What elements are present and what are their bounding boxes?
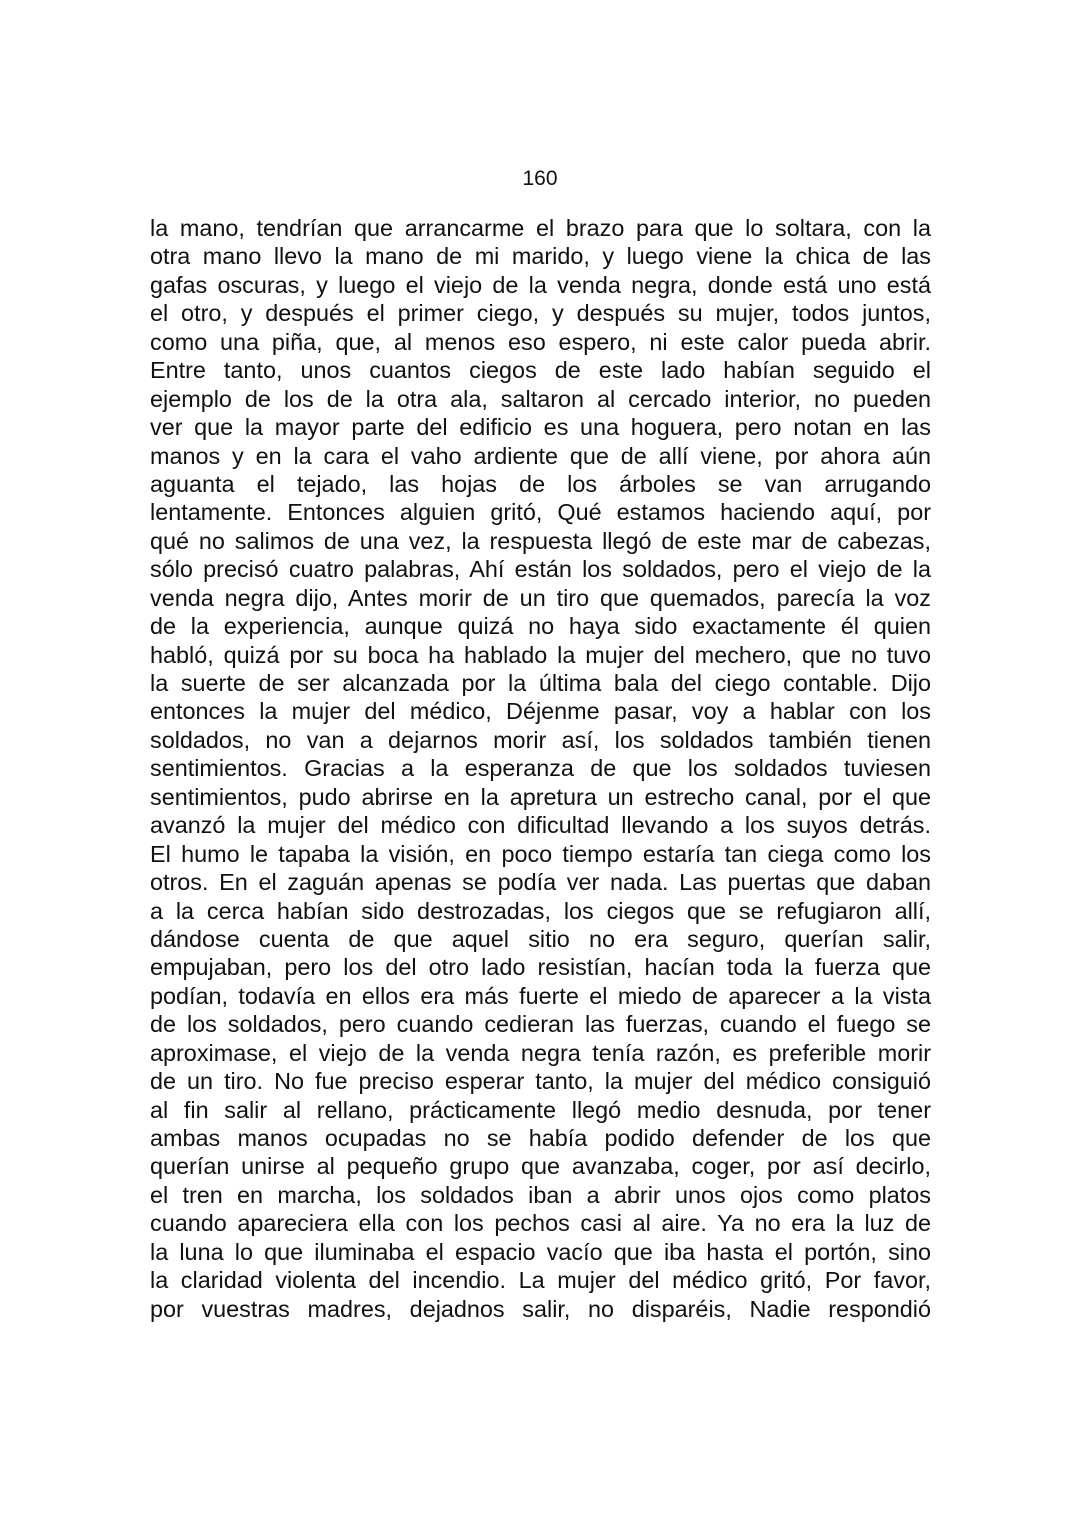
text-line: ejemplo de los de la otra ala, saltaron al cercado interior, no pueden bbox=[150, 385, 931, 412]
text-line: sólo precisó cuatro palabras, Ahí están los soldados, pero el viejo de la bbox=[150, 556, 931, 583]
text-line: por vuestras madres, dejadnos salir, no disparéis, Nadie respondió bbox=[150, 1295, 931, 1322]
text-line: sentimientos, pudo abrirse en la apretura un estrecho canal, por el que bbox=[150, 783, 931, 810]
page-number: 160 bbox=[522, 167, 558, 190]
text-line: al fin salir al rellano, prácticamente llegó medio desnuda, por tener bbox=[150, 1096, 931, 1123]
text-line: a la cerca habían sido destrozadas, los ciegos que se refugiaron allí, bbox=[150, 897, 931, 924]
text-line: dándose cuenta de que aquel sitio no era seguro, querían salir, bbox=[150, 925, 931, 952]
text-line: entonces la mujer del médico, Déjenme pasar, voy a hablar con los bbox=[150, 698, 931, 725]
body-text bbox=[150, 214, 931, 1323]
text-line: avanzó la mujer del médico con dificultad llevando a los suyos detrás. bbox=[150, 812, 931, 839]
text-line: el otro, y después el primer ciego, y después su mujer, todos juntos, bbox=[150, 300, 931, 327]
text-line: la claridad violenta del incendio. La mujer del médico gritó, Por favor, bbox=[150, 1267, 931, 1294]
text-line: ambas manos ocupadas no se había podido defender de los que bbox=[150, 1125, 931, 1151]
text-line: otros. En el zaguán apenas se podía ver nada. Las puertas que daban bbox=[150, 869, 931, 896]
text-line: lentamente. Entonces alguien gritó, Qué estamos haciendo aquí, por bbox=[150, 499, 931, 526]
text-line: podían, todavía en ellos era más fuerte el miedo de aparecer a la vista bbox=[150, 982, 931, 1009]
text-line: El humo le tapaba la visión, en poco tiempo estaría tan ciega como los bbox=[150, 840, 931, 867]
text-line: la luna lo que iluminaba el espacio vacío que iba hasta el portón, sino bbox=[150, 1238, 931, 1265]
text-line: cuando apareciera ella con los pechos casi al aire. Ya no era la luz de bbox=[150, 1210, 931, 1237]
text-line: como una piña, que, al menos eso espero, ni este calor pueda abrir. bbox=[150, 328, 931, 355]
text-line: aproximase, el viejo de la venda negra tenía razón, es preferible morir bbox=[150, 1039, 931, 1066]
text-line: de la experiencia, aunque quizá no haya sido exactamente él quien bbox=[150, 613, 931, 640]
text-line: qué no salimos de una vez, la respuesta llegó de este mar de cabezas, bbox=[150, 527, 931, 554]
text-line: de un tiro. No fue preciso esperar tanto, la mujer del médico consiguió bbox=[150, 1068, 931, 1095]
text-line: ver que la mayor parte del edificio es una hoguera, pero notan en las bbox=[150, 414, 931, 441]
text-line: aguanta el tejado, las hojas de los árboles se van arrugando bbox=[150, 470, 931, 497]
text-line: la mano, tendrían que arrancarme el brazo para que lo soltara, con la bbox=[150, 215, 931, 241]
text-line: el tren en marcha, los soldados iban a abrir unos ojos como platos bbox=[150, 1181, 931, 1208]
text-line: habló, quizá por su boca ha hablado la mujer del mechero, que no tuvo bbox=[150, 641, 931, 668]
text-line: la suerte de ser alcanzada por la última bala del ciego contable. Dijo bbox=[150, 670, 931, 696]
text-line: gafas oscuras, y luego el viejo de la venda negra, donde está uno está bbox=[150, 271, 931, 298]
text-line: otra mano llevo la mano de mi marido, y luego viene la chica de las bbox=[150, 243, 931, 270]
text-line: querían unirse al pequeño grupo que avanzaba, coger, por así decirlo, bbox=[150, 1153, 931, 1180]
text-line: manos y en la cara el vaho ardiente que de allí viene, por ahora aún bbox=[150, 442, 931, 469]
text-line: de los soldados, pero cuando cedieran las fuerzas, cuando el fuego se bbox=[150, 1011, 931, 1038]
text-line: Entre tanto, unos cuantos ciegos de este lado habían seguido el bbox=[150, 357, 931, 384]
text-line: sentimientos. Gracias a la esperanza de que los soldados tuviesen bbox=[150, 755, 931, 782]
text-line: empujaban, pero los del otro lado resistían, hacían toda la fuerza que bbox=[150, 954, 931, 981]
text-line: soldados, no van a dejarnos morir así, los soldados también tienen bbox=[150, 726, 931, 753]
text-line: venda negra dijo, Antes morir de un tiro que quemados, parecía la voz bbox=[150, 584, 931, 611]
